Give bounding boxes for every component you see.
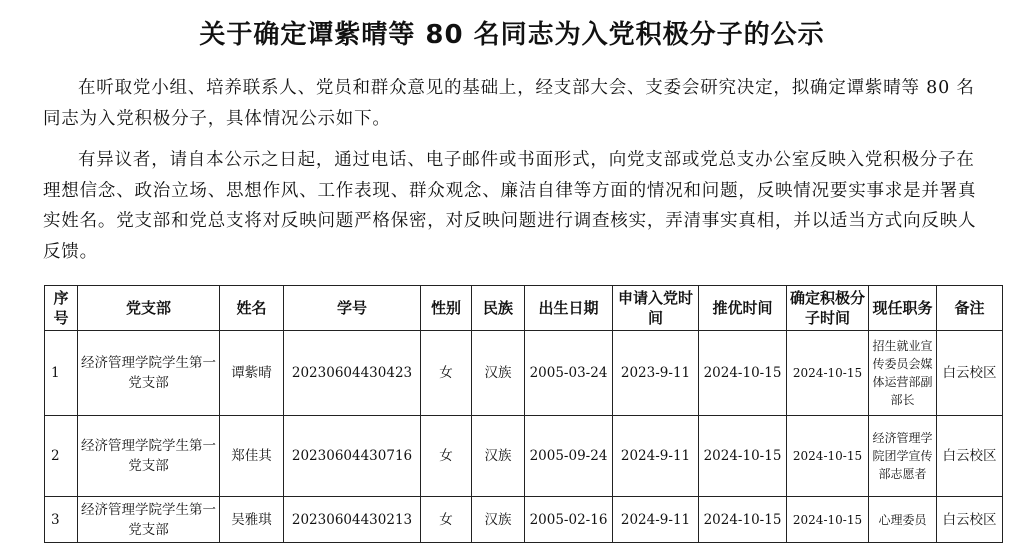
cell-name: 谭紫晴 (220, 331, 284, 416)
cell-birth-date: 2005-03-24 (525, 331, 613, 416)
cell-position: 心理委员 (869, 497, 937, 543)
cell-ethnicity: 汉族 (472, 497, 525, 543)
intro-paragraph: 在听取党小组、培养联系人、党员和群众意见的基础上，经支部大会、支委会研究决定，拟确定谭紫晴等 80 名同志为入党积极分子，具体情况公示如下。 (43, 78, 975, 129)
cell-birth-date: 2005-09-24 (525, 416, 613, 497)
cell-index: 3 (45, 497, 78, 543)
header-gender: 性别 (421, 286, 472, 331)
table-row (45, 416, 1003, 497)
cell-ethnicity: 汉族 (472, 416, 525, 497)
header-ethnicity: 民族 (472, 286, 525, 331)
cell-position: 招生就业宣传委员会媒体运营部副部长 (869, 331, 937, 416)
header-apply-date: 申请入党时间 (613, 286, 699, 331)
header-branch: 党支部 (78, 286, 220, 331)
cell-name: 郑佳其 (220, 416, 284, 497)
header-index: 序号 (45, 286, 78, 331)
header-student-id: 学号 (284, 286, 421, 331)
cell-index: 2 (45, 416, 78, 497)
cell-apply-date: 2024-9-11 (613, 497, 699, 543)
cell-gender: 女 (421, 416, 472, 497)
table-row (45, 497, 1003, 543)
cell-branch: 经济管理学院学生第一党支部 (78, 331, 220, 416)
header-note: 备注 (937, 286, 1003, 331)
cell-index: 1 (45, 331, 78, 416)
cell-recommend-date: 2024-10-15 (699, 331, 787, 416)
cell-gender: 女 (421, 331, 472, 416)
cell-apply-date: 2023-9-11 (613, 331, 699, 416)
header-recommend-date: 推优时间 (699, 286, 787, 331)
page-title: 关于确定谭紫晴等 80 名同志为入党积极分子的公示 (199, 20, 825, 50)
cell-recommend-date: 2024-10-15 (699, 497, 787, 543)
table-row (45, 331, 1003, 416)
cell-branch: 经济管理学院学生第一党支部 (78, 497, 220, 543)
cell-student-id: 20230604430213 (284, 497, 421, 543)
cell-position: 经济管理学院团学宣传部志愿者 (869, 416, 937, 497)
objection-paragraph: 有异议者，请自本公示之日起，通过电话、电子邮件或书面形式，向党支部或党总支办公室反映入党积极分子在理想信念、政治立场、思想作风、工作表现、群众观念、廉洁自律等方面的情况和问题，反映情况要实事求是并署真实姓名。党支部和党总支将对反映问题严格保密，对反映问题进行调查核实，弄清事实真相，并以适当方式向反映人反馈。 (43, 150, 977, 262)
candidates-table (44, 285, 1003, 543)
cell-name: 吴雅琪 (220, 497, 284, 543)
cell-note: 白云校区 (937, 331, 1003, 416)
cell-branch: 经济管理学院学生第一党支部 (78, 416, 220, 497)
cell-recommend-date: 2024-10-15 (699, 416, 787, 497)
table-header-row (45, 286, 1003, 331)
cell-ethnicity: 汉族 (472, 331, 525, 416)
header-confirm-date: 确定积极分子时间 (787, 286, 869, 331)
cell-note: 白云校区 (937, 497, 1003, 543)
cell-student-id: 20230604430716 (284, 416, 421, 497)
cell-gender: 女 (421, 497, 472, 543)
cell-apply-date: 2024-9-11 (613, 416, 699, 497)
header-birth-date: 出生日期 (525, 286, 613, 331)
cell-confirm-date: 2024-10-15 (787, 331, 869, 416)
cell-student-id: 20230604430423 (284, 331, 421, 416)
cell-confirm-date: 2024-10-15 (787, 497, 869, 543)
cell-confirm-date: 2024-10-15 (787, 416, 869, 497)
cell-note: 白云校区 (937, 416, 1003, 497)
header-position: 现任职务 (869, 286, 937, 331)
header-name: 姓名 (220, 286, 284, 331)
cell-birth-date: 2005-02-16 (525, 497, 613, 543)
